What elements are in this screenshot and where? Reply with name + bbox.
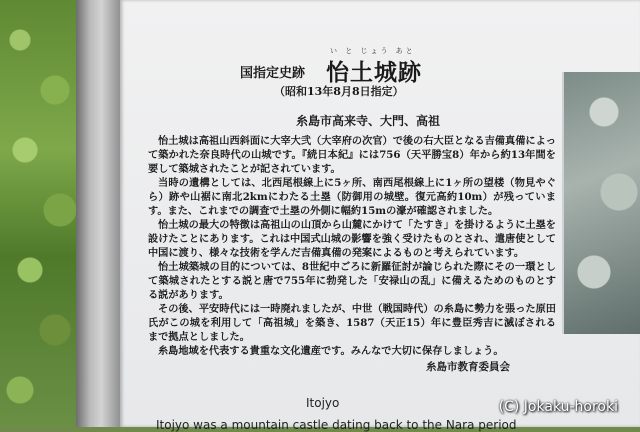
english-text-line: Itojyo was a mountain castle dating back to the Nara period: [156, 418, 517, 432]
body-paragraph: 怡土城築城の目的については、8世紀中ごろに新羅征討が論じられた際にその一環として築城されたとする説と唐で755年に勃発した「安禄山の乱」に備えるためのものとする説があります。: [148, 261, 556, 301]
sign-board: [120, 0, 640, 432]
title-ruby: い と じょう あと: [330, 47, 416, 55]
designation-date: （昭和13年8月8日指定）: [274, 85, 404, 98]
body-paragraph: 糸島地域を代表する貴重な文化遺産です。みんなで大切に保存しましょう。: [158, 345, 504, 357]
photo-credit: (C) Jokaku-horoki: [498, 399, 618, 415]
issuing-committee: 糸島市教育委員会: [426, 361, 510, 373]
location-line: 糸島市高来寺、大門、高祖: [296, 114, 441, 128]
sign-text-area: [120, 0, 560, 432]
sign-title: 怡土城跡: [326, 59, 422, 86]
foliage-background: [0, 0, 84, 427]
sign-post: [76, 0, 122, 427]
body-paragraph: 当時の遺構としては、北西尾根線上に5ヶ所、南西尾根線上に1ヶ所の望楼（物見やぐら）跡や山裾に南北2kmにわたる土塁（防御用の城壁。復元高約10m）が残っています。また、これまでの調査で土塁の外側に幅約15mの濠が確認されました。: [148, 177, 556, 217]
english-title: Itojyo: [306, 396, 340, 410]
body-paragraph: 怡土城は高祖山西斜面に大宰大弐（大宰府の次官）で後の右大臣となる吉備真備によって築かれた奈良時代の山城です。『続日本紀』には756（天平勝宝8）年から約13年間を要して築城されたことが記されています。: [148, 135, 556, 175]
body-paragraph: 怡土城の最大の特徴は高祖山の山頂から山麓にかけて「たすき」を掛けるように土塁を設けたことにあります。これは中国式山城の影響を強く受けたものとされ、遣唐使として中国に渡り、様々な技術を学んだ吉備真備の発案によるものと考えられています。: [148, 219, 556, 259]
body-paragraph: その後、平安時代には一時廃れましたが、中世（戦国時代）の糸島に勢力を張った原田氏がこの城を利用して「高祖城」を築き、1587（天正15）年に豊臣秀吉に滅ぼされるまで拠点としました。: [148, 303, 556, 343]
sign-body: [148, 134, 556, 358]
castle-map-illustration: [562, 72, 640, 334]
sign-subtitle: 国指定史跡: [240, 66, 306, 81]
